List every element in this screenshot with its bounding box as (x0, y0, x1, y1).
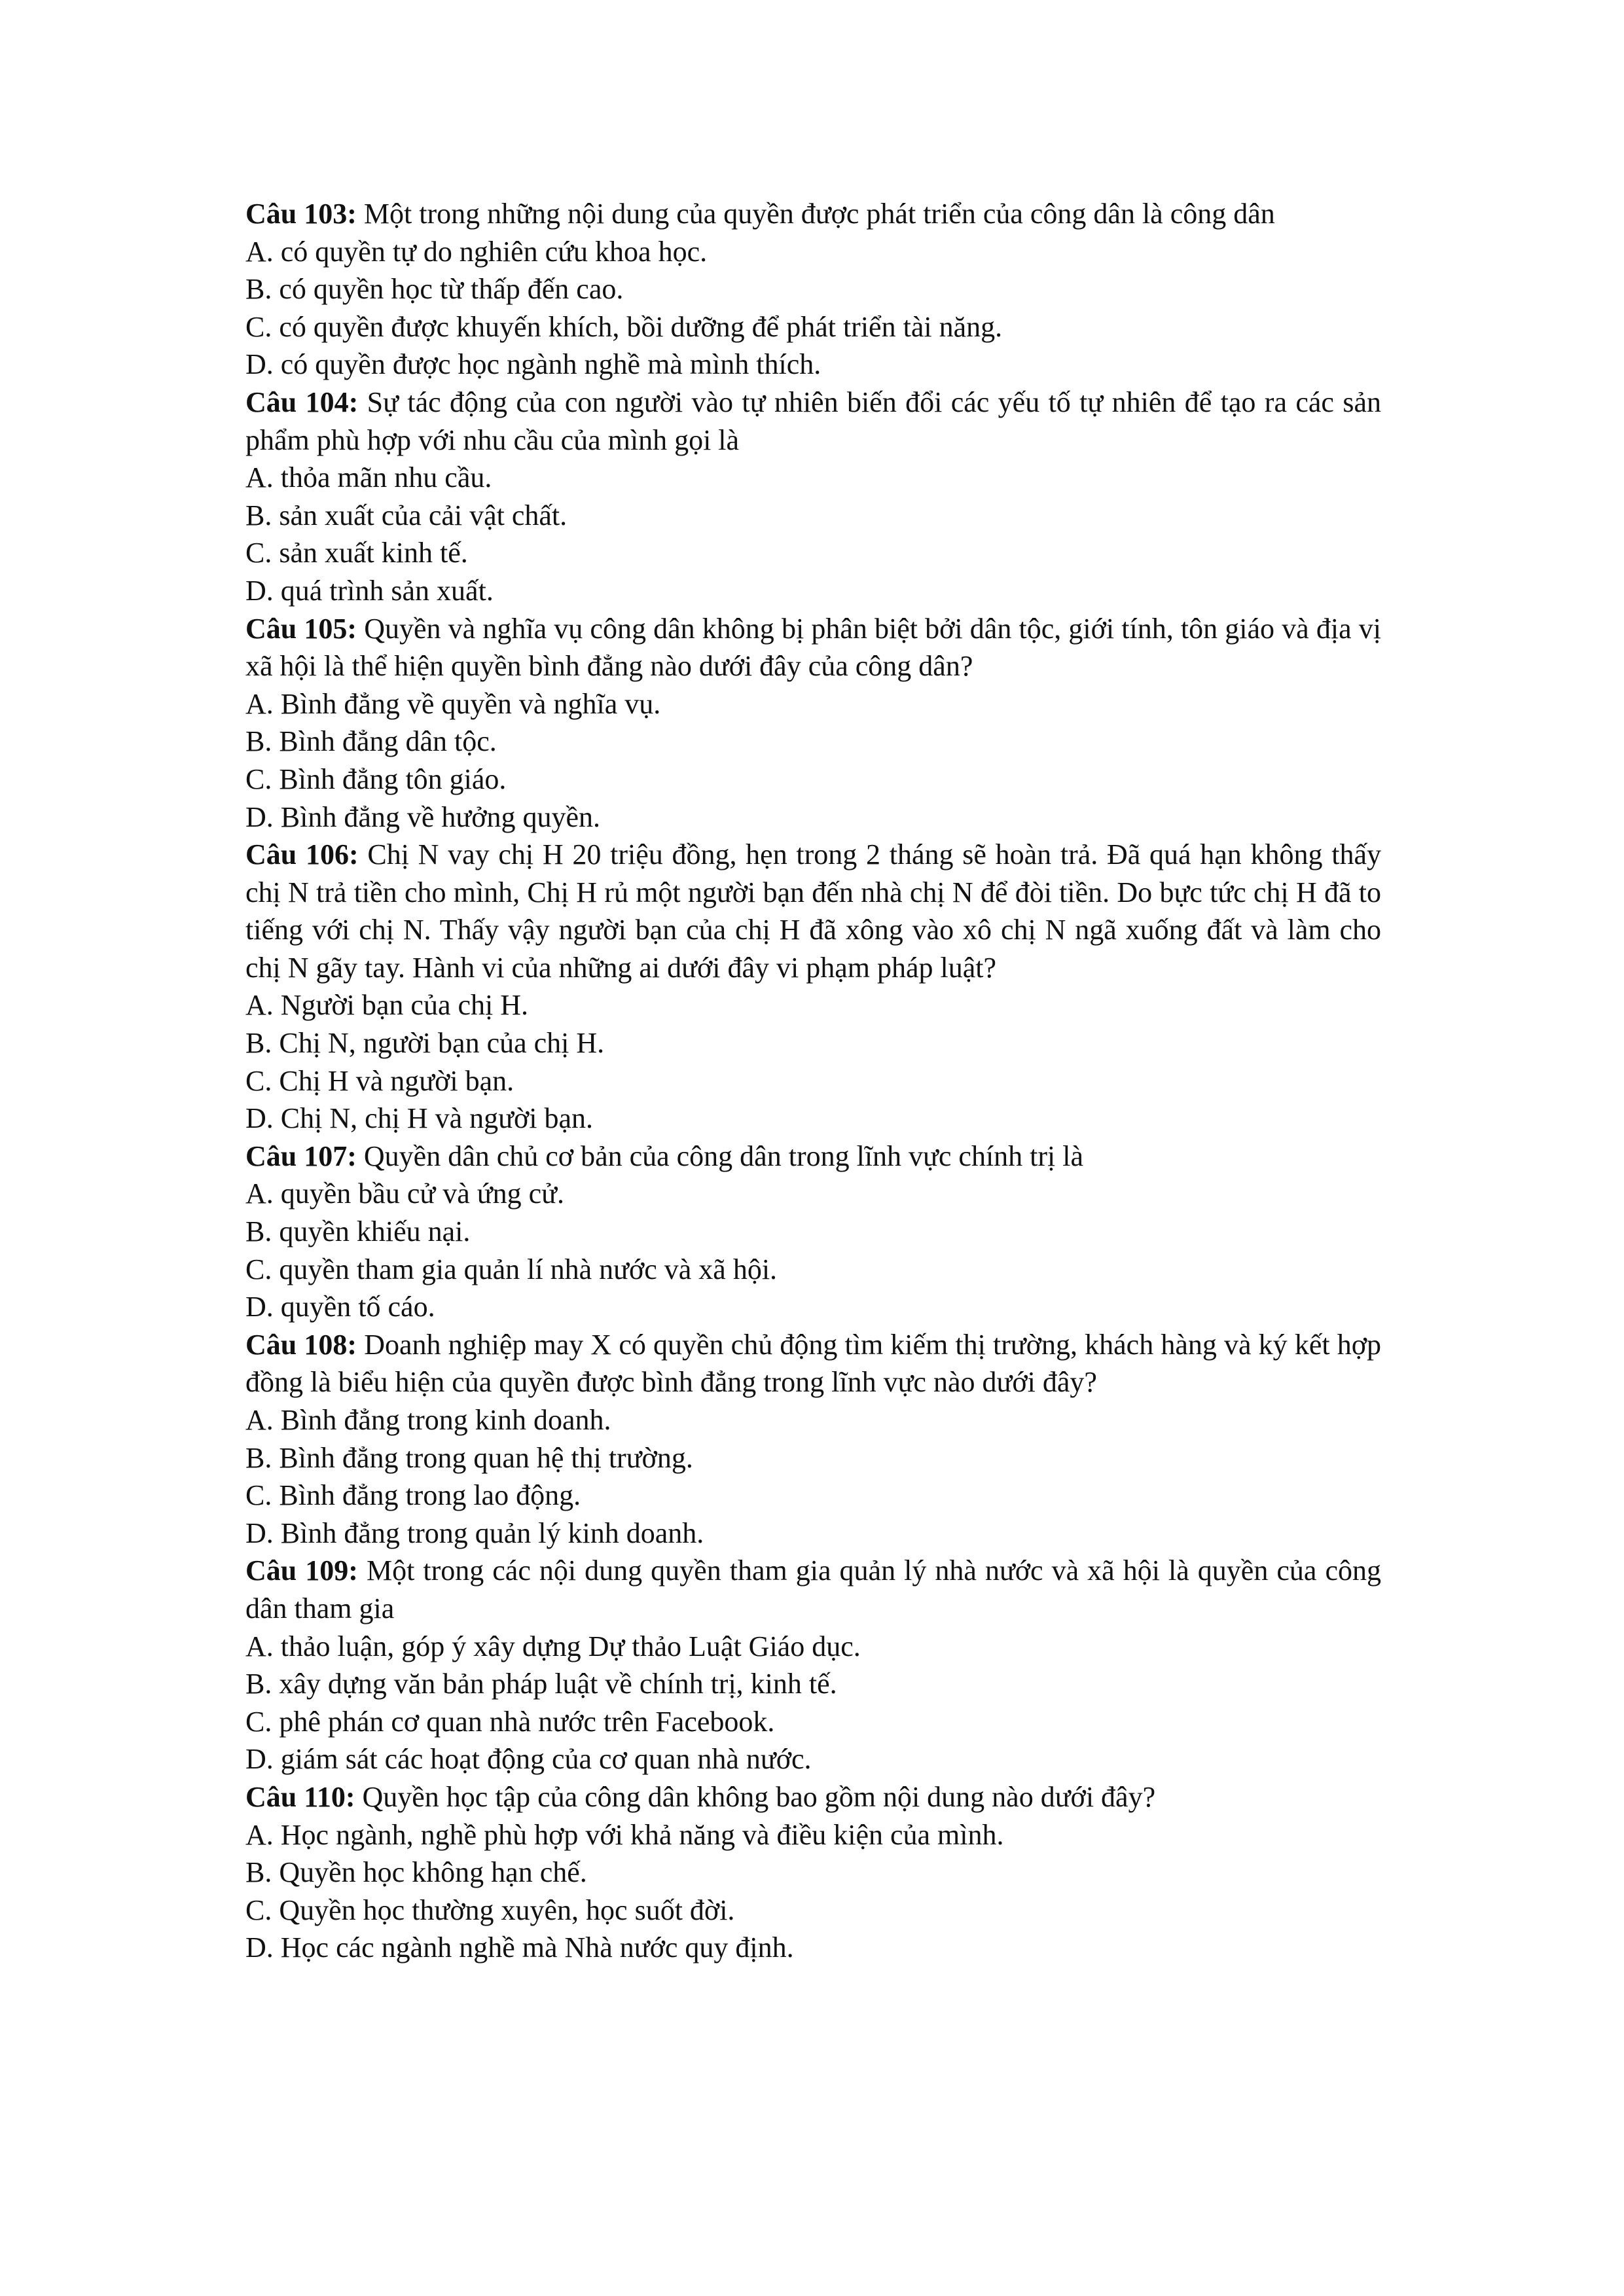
question-text: Sự tác động của con người vào tự nhiên biến đổi các yếu tố tự nhiên để tạo ra các sản phẩm phù hợp với nhu cầu của mình gọi là (245, 386, 1381, 456)
option-b: B. Bình đẳng trong quan hệ thị trường. (245, 1441, 693, 1474)
question-stem (245, 195, 1381, 233)
option-c: C. Chị H và người bạn. (245, 1064, 514, 1097)
option-b: B. có quyền học từ thấp đến cao. (245, 273, 624, 306)
option-d: D. có quyền được học ngành nghề mà mình thích. (245, 348, 821, 381)
question-106 (245, 836, 1381, 1138)
option-b: B. sản xuất của cải vật chất. (245, 499, 568, 531)
question-110 (245, 1778, 1381, 1967)
question-number: Câu 107: (245, 1139, 357, 1172)
question-stem (245, 610, 1381, 685)
option-c: C. có quyền được khuyến khích, bồi dưỡng để phát triển tài năng. (245, 310, 1003, 343)
option-c: C. Bình đẳng tôn giáo. (245, 762, 507, 795)
option-a: A. Học ngành, nghề phù hợp với khả năng và điều kiện của mình. (245, 1818, 1004, 1851)
question-104 (245, 384, 1381, 610)
option-a: A. thảo luận, góp ý xây dựng Dự thảo Luật Giáo dục. (245, 1630, 861, 1662)
question-number: Câu 103: (245, 198, 357, 230)
question-number: Câu 106: (245, 838, 359, 871)
option-d: D. quyền tố cáo. (245, 1291, 435, 1323)
option-b: B. Bình đẳng dân tộc. (245, 725, 497, 758)
question-number: Câu 108: (245, 1328, 357, 1361)
question-text: Doanh nghiệp may X có quyền chủ động tìm kiếm thị trường, khách hàng và ký kết hợp đồng là biểu hiện của quyền được bình đẳng trong lĩnh vực nào dưới đây? (245, 1328, 1381, 1399)
option-d: D. quá trình sản xuất. (245, 574, 494, 607)
question-stem (245, 1552, 1381, 1627)
question-text: Quyền học tập của công dân không bao gồm nội dung nào dưới đây? (355, 1780, 1156, 1813)
question-103 (245, 195, 1381, 384)
question-number: Câu 109: (245, 1554, 358, 1587)
option-c: C. Quyền học thường xuyên, học suốt đời. (245, 1893, 735, 1926)
option-d: D. Bình đẳng trong quản lý kinh doanh. (245, 1516, 704, 1549)
option-d: D. Chị N, chị H và người bạn. (245, 1102, 594, 1135)
option-a: A. Người bạn của chị H. (245, 989, 529, 1022)
question-number: Câu 105: (245, 612, 357, 645)
question-stem (245, 1326, 1381, 1401)
question-number: Câu 104: (245, 386, 359, 418)
option-b: B. quyền khiếu nại. (245, 1215, 471, 1248)
option-d: D. Bình đẳng về hưởng quyền. (245, 800, 601, 833)
option-b: B. Quyền học không hạn chế. (245, 1856, 587, 1889)
question-text: Chị N vay chị H 20 triệu đồng, hẹn trong 2 tháng sẽ hoàn trả. Đã quá hạn không thấy chị N trả tiền cho mình, Chị H rủ một người bạn đến nhà chị N để đòi tiền. Do bực tức chị H đã to tiếng với chị N. Thấy vậy người bạn của chị H đã xông vào xô chị N ngã xuống đất và làm cho chị N gãy tay. Hành vi của những ai dưới đây vi phạm pháp luật? (245, 838, 1381, 984)
option-c: C. Bình đẳng trong lao động. (245, 1479, 581, 1512)
option-a: A. có quyền tự do nghiên cứu khoa học. (245, 235, 708, 268)
question-stem (245, 1778, 1381, 1816)
question-text: Một trong những nội dung của quyền được phát triển của công dân là công dân (356, 198, 1275, 230)
question-number: Câu 110: (245, 1780, 355, 1813)
option-d: D. Học các ngành nghề mà Nhà nước quy định. (245, 1931, 794, 1964)
question-stem (245, 1138, 1381, 1175)
option-a: A. quyền bầu cử và ứng cử. (245, 1177, 564, 1210)
question-108 (245, 1326, 1381, 1552)
option-a: A. Bình đẳng trong kinh doanh. (245, 1404, 611, 1436)
option-c: C. sản xuất kinh tế. (245, 537, 468, 569)
option-b: B. Chị N, người bạn của chị H. (245, 1027, 605, 1060)
question-107 (245, 1138, 1381, 1326)
option-a: A. Bình đẳng về quyền và nghĩa vụ. (245, 687, 661, 720)
document-page (245, 195, 1381, 1967)
question-text: Một trong các nội dung quyền tham gia quản lý nhà nước và xã hội là quyền của công dân tham gia (245, 1554, 1381, 1624)
option-c: C. quyền tham gia quản lí nhà nước và xã hội. (245, 1253, 778, 1285)
question-text: Quyền và nghĩa vụ công dân không bị phân biệt bởi dân tộc, giới tính, tôn giáo và địa vị xã hội là thể hiện quyền bình đẳng nào dưới đây của công dân? (245, 612, 1381, 683)
option-c: C. phê phán cơ quan nhà nước trên Facebook. (245, 1705, 775, 1738)
question-stem (245, 384, 1381, 459)
question-text: Quyền dân chủ cơ bản của công dân trong lĩnh vực chính trị là (356, 1139, 1084, 1172)
option-d: D. giám sát các hoạt động của cơ quan nhà nước. (245, 1743, 812, 1776)
option-b: B. xây dựng văn bản pháp luật về chính trị, kinh tế. (245, 1668, 837, 1700)
question-105 (245, 610, 1381, 836)
question-stem (245, 836, 1381, 986)
option-a: A. thỏa mãn nhu cầu. (245, 461, 492, 494)
question-109 (245, 1552, 1381, 1778)
